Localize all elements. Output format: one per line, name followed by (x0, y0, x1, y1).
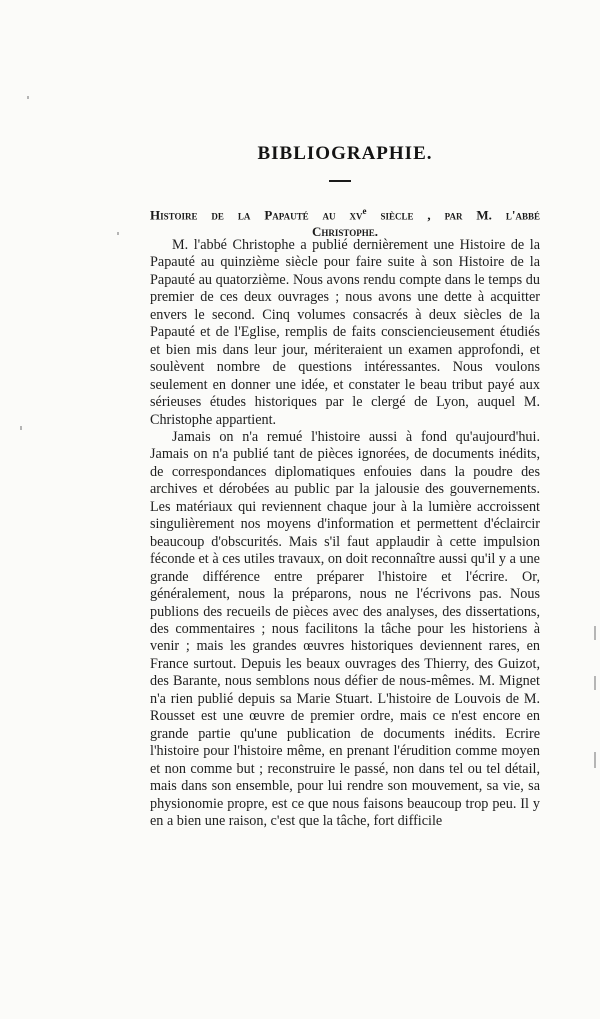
heading-rule (329, 180, 351, 182)
paragraph: Jamais on n'a remué l'histoire aussi à fond qu'aujourd'hui. Jamais on n'a publié tant de pièces ignorées, de documents inédits, de correspondances diplomatiques enfouies dans la poudre des archives et dérobées au public par la jalousie des gouvernements. Les matériaux qui reviennent chaque jour à la lumière accroissent singulièrement nos moyens d'information et permettent d'éclaircir beaucoup d'obscurités. Mais s'il faut applaudir à cette impulsion féconde et à ces utiles travaux, on doit reconnaître aussi qu'il y a une grande différence entre préparer l'histoire et l'écrire. Or, généralement, nous la préparons, nous ne l'écrivons pas. Nous publions des recueils de pièces avec des analyses, des dissertations, des commentaires ; nous facilitons la tâche pour les historiens à venir ; mais les grandes œuvres historiques deviennent rares, en France surtout. Depuis les beaux ouvrages des Thierry, des Guizot, des Barante, nous semblons nous défier de nous-mêmes. M. Mignet n'a rien publié depuis sa Marie Stuart. L'histoire de Louvois de M. Rousset est une œuvre de premier ordre, mais ce n'est encore en grande partie qu'une publication de documents inédits. Ecrire l'histoire pour l'histoire même, en prenant l'érudition comme moyen et non comme but ; reconstruire le passé, non dans tel ou tel détail, mais dans son ensemble, pour lui rendre son mouvement, sa vie, sa physionomie propre, est ce que nous faisons beaucoup trop peu. Il y en a bien une raison, c'est que la tâche, fort difficile (150, 428, 540, 829)
scan-speck (27, 96, 29, 99)
article-title (150, 203, 540, 240)
article-title-line-2: Christophe. (312, 224, 378, 240)
scan-speck (594, 626, 596, 640)
scan-speck (117, 232, 119, 235)
paragraph: M. l'abbé Christophe a publié dernièrement une Histoire de la Papauté au quinzième siècle pour faire suite à son Histoire de la Papauté au quatorzième. Nous avons rendu compte dans le temps du premier de ces deux ouvrages ; nous avons une dette à acquitter envers le second. Cinq volumes consacrés à deux siècles de la Papauté et de l'Eglise, remplis de faits consciencieusement étudiés et bien mis dans leur jour, mériteraient un examen approfondi, et soulèvent nombre de questions intéressantes. Nous voulons seulement en donner une idée, et constater le beau tribut payé aux sérieuses études historiques par le clergé de Lyon, auquel M. Christophe appartient. (150, 237, 540, 428)
article-title-line-1: Histoire de la Papauté au $xv^e$ siècle , par M. l'abbé (150, 206, 540, 223)
section-heading: BIBLIOGRAPHIE. (257, 143, 433, 164)
scan-speck (594, 676, 596, 690)
body-text (150, 237, 540, 830)
scan-speck (594, 752, 596, 768)
scan-speck (20, 426, 22, 430)
